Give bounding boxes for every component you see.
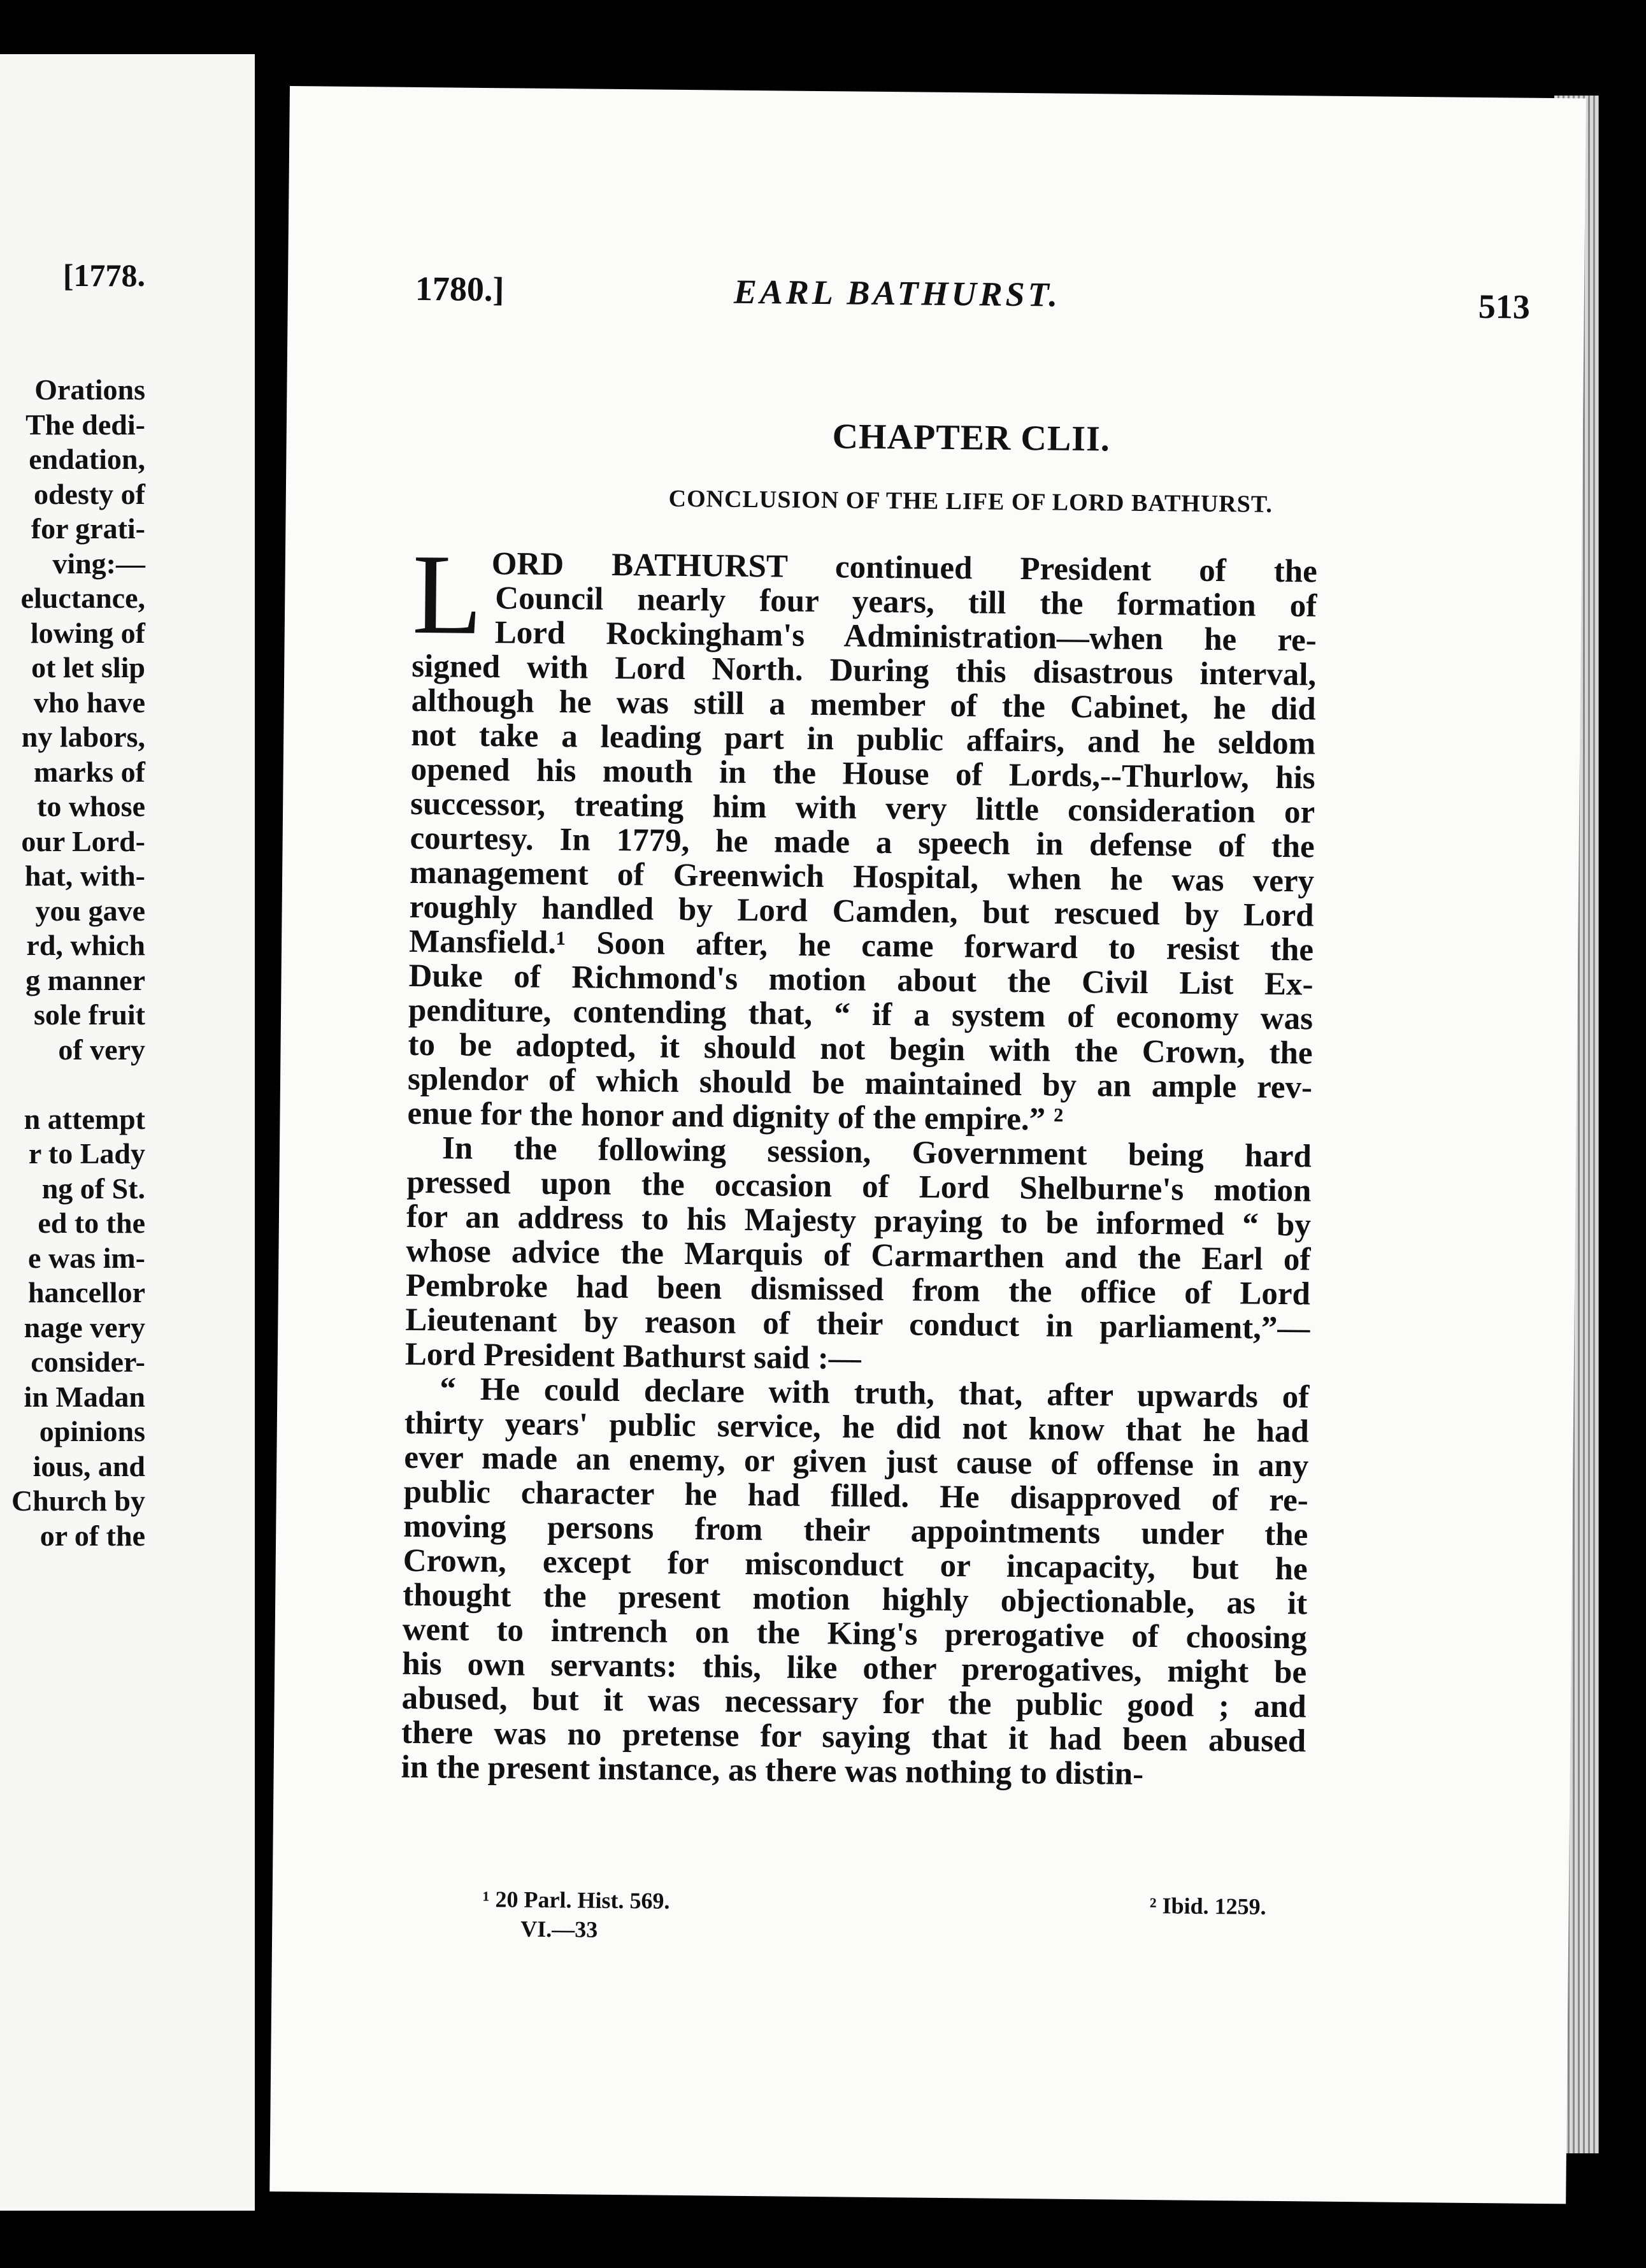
text-line: thirty years' public service, he did not know that he had: [404, 1405, 1310, 1450]
body-text: [401, 530, 1318, 1793]
footnotes: [399, 1884, 1304, 1942]
text-line: thought the present motion highly objectionable, as it: [403, 1577, 1308, 1622]
paragraph-2: [405, 1131, 1312, 1381]
running-head: [415, 269, 1531, 324]
text-line: abused, but it was necessary for the public good ; and: [401, 1680, 1306, 1725]
previous-page-line: opinions: [39, 1415, 145, 1447]
paragraph-3: [401, 1372, 1309, 1793]
chapter-title: CHAPTER CLII.: [832, 417, 1111, 459]
previous-page-line: vho have: [33, 685, 145, 719]
previous-page-line: g manner: [25, 963, 145, 996]
text-line: although he was still a member of the Cabinet, he did: [411, 682, 1316, 728]
page-number: 513: [1478, 287, 1531, 326]
previous-page-running-head: [1778.: [62, 257, 145, 293]
text-line: penditure, contending that, “ if a system of economy was: [408, 992, 1313, 1037]
previous-page-line: n attempt: [24, 1102, 145, 1135]
previous-page-line: hancellor: [28, 1276, 145, 1309]
text-line: ORD BATHURST continued President of the: [491, 546, 1318, 590]
text-line: public character he had filled. He disapproved of re-: [403, 1474, 1309, 1519]
text-line: opened his mouth in the House of Lords,--Thurlow, his: [410, 751, 1315, 796]
previous-page-line: eluctance,: [20, 582, 145, 614]
text-line: splendor of which should be maintained by an ample rev-: [407, 1061, 1313, 1106]
text-line: “ He could declare with truth, that, after upwards of: [440, 1371, 1310, 1416]
footnote-1: ¹ 20 Parl. Hist. 569.: [482, 1886, 670, 1914]
book-page: [269, 86, 1586, 2204]
text-line: enue for the honor and dignity of the empire.” ²: [407, 1095, 1064, 1138]
text-line: Crown, except for misconduct or incapacity, but he: [403, 1542, 1308, 1588]
text-line: pressed upon the occasion of Lord Shelburne's motion: [406, 1164, 1312, 1209]
text-line: to be adopted, it should not begin with the Crown, the: [408, 1026, 1313, 1072]
previous-page-line: [11, 1067, 145, 1102]
previous-page-line: or of the: [39, 1519, 145, 1552]
previous-page-line: in Madan: [24, 1380, 145, 1413]
text-line: his own servants: this, like other prerogatives, might be: [401, 1646, 1307, 1691]
running-head-year: 1780.]: [415, 269, 505, 309]
text-line: management of Greenwich Hospital, when he was very: [409, 854, 1315, 900]
previous-page-line: for grati-: [31, 512, 145, 545]
text-line: successor, treating him with very little consideration or: [410, 786, 1315, 831]
text-line: Lord Rockingham's Administration—when he re-: [494, 615, 1317, 659]
previous-page-line: rd, which: [26, 929, 145, 961]
text-line: In the following session, Government being hard: [441, 1130, 1312, 1175]
text-line: in the present instance, as there was nothing to distin-: [401, 1749, 1144, 1792]
chapter-subtitle: CONCLUSION OF THE LIFE OF LORD BATHURST.: [668, 485, 1273, 518]
text-line: for an address to his Majesty praying to be informed “ by: [406, 1198, 1312, 1244]
text-line: Duke of Richmond's motion about the Civil List Ex-: [408, 958, 1313, 1003]
text-line: ever made an enemy, or given just cause of offense in any: [404, 1439, 1309, 1484]
drop-cap: L: [412, 530, 483, 658]
running-head-title: EARL BATHURST.: [733, 272, 1061, 314]
previous-page-line: e was im-: [28, 1241, 145, 1274]
text-line: Council nearly four years, till the formation of: [495, 580, 1317, 624]
previous-page-line: of very: [58, 1033, 145, 1066]
footnote-2: ² Ibid. 1259.: [1149, 1893, 1266, 1920]
text-line: whose advice the Marquis of Carmarthen and the Earl of: [406, 1233, 1311, 1278]
previous-page-line: ed to the: [38, 1207, 145, 1239]
previous-page-line: ving:—: [52, 547, 145, 580]
previous-page-line: Orations: [34, 373, 145, 406]
previous-page-text: [11, 373, 145, 1553]
previous-page-line: to whose: [37, 790, 145, 822]
previous-page-line: hat, with-: [24, 859, 145, 892]
previous-page-line: our Lord-: [21, 824, 145, 858]
previous-page-line: endation,: [29, 443, 145, 475]
paragraph-1: [407, 546, 1317, 1140]
text-line: Lieutenant by reason of their conduct in parliament,”—: [405, 1302, 1310, 1347]
text-line: went to intrench on the King's prerogative of choosing: [402, 1611, 1307, 1656]
previous-page-line: ious, and: [32, 1449, 145, 1482]
previous-page-line: you gave: [35, 894, 145, 927]
text-line: there was no pretense for saying that it had been abused: [401, 1714, 1306, 1760]
previous-page-line: sole fruit: [33, 998, 145, 1031]
text-line: not take a leading part in public affairs, and he seldom: [410, 717, 1316, 762]
previous-page-line: odesty of: [33, 477, 145, 510]
text-line: Lord President Bathurst said :—: [404, 1336, 862, 1377]
signature-mark: VI.—33: [520, 1916, 598, 1942]
previous-page-line: marks of: [33, 755, 145, 788]
previous-page-line: lowing of: [30, 616, 145, 649]
previous-page-line: consider-: [31, 1346, 145, 1378]
text-line: moving persons from their appointments under the: [403, 1508, 1308, 1553]
text-line: courtesy. In 1779, he made a speech in defense of the: [410, 820, 1315, 865]
text-line: signed with Lord North. During this disastrous interval,: [411, 648, 1317, 693]
text-line: Pembroke had been dismissed from the office of Lord: [405, 1267, 1311, 1312]
text-line: Mansfield.¹ Soon after, he came forward to resist the: [408, 923, 1314, 968]
previous-page-fragment: [0, 54, 255, 2211]
previous-page-line: r to Lady: [28, 1137, 145, 1170]
previous-page-line: Church by: [11, 1484, 145, 1517]
previous-page-line: The dedi-: [25, 408, 145, 441]
previous-page-line: nage very: [24, 1310, 145, 1344]
previous-page-line: ng of St.: [41, 1172, 145, 1205]
previous-page-line: ot let slip: [31, 651, 145, 684]
previous-page-line: ny labors,: [21, 721, 145, 753]
text-line: roughly handled by Lord Camden, but rescued by Lord: [409, 889, 1314, 934]
